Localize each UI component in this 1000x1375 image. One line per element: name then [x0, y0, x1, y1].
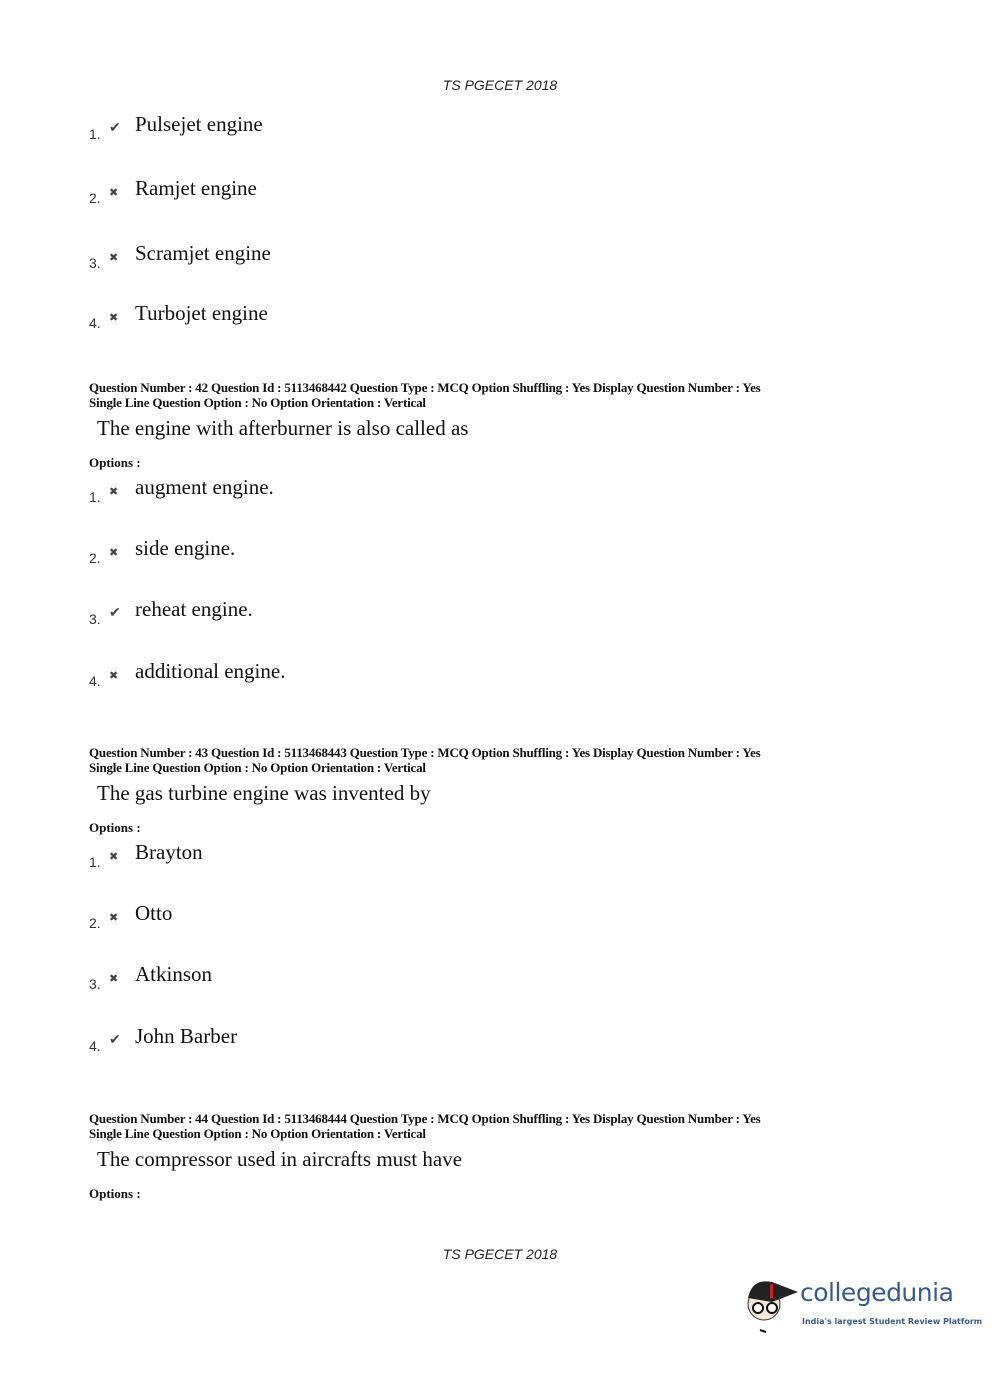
cross-icon: ✖	[109, 973, 119, 985]
question-meta-2: Single Line Question Option : No Option Orientation : Vertical	[89, 759, 426, 775]
option-number: 1.	[89, 126, 101, 142]
question-meta: Question Number : 43 Question Id : 5113468443 Question Type : MCQ Option Shuffling : Yes Display Question Number : Yes	[89, 745, 761, 760]
cross-icon: ✖	[109, 312, 119, 324]
logo-tagline: India's largest Student Review Platform	[802, 1317, 983, 1326]
page-footer: TS PGECET 2018	[442, 1246, 558, 1262]
cross-icon: ✖	[109, 252, 119, 264]
option-number: 3.	[89, 611, 101, 627]
options-label: Options :	[89, 1186, 141, 1201]
option-number: 4.	[89, 1038, 101, 1054]
question-meta: Question Number : 44 Question Id : 5113468444 Question Type : MCQ Option Shuffling : Yes Display Question Number : Yes	[89, 1111, 761, 1126]
cross-icon: ✖	[109, 912, 119, 924]
option-number: 3.	[89, 976, 101, 992]
option-text: Ramjet engine	[135, 176, 257, 200]
cross-icon: ✖	[109, 547, 119, 559]
option-number: 3.	[89, 255, 101, 271]
page-header: TS PGECET 2018	[442, 77, 558, 93]
question-meta-2: Single Line Question Option : No Option Orientation : Vertical	[89, 394, 426, 410]
option-text: Scramjet engine	[135, 241, 271, 265]
option-number: 4.	[89, 315, 101, 331]
option-text: Atkinson	[135, 962, 213, 986]
question-meta: Question Number : 42 Question Id : 5113468442 Question Type : MCQ Option Shuffling : Yes Display Question Number : Yes	[89, 380, 761, 395]
option-text: side engine.	[135, 536, 236, 560]
question-text: The compressor used in aircrafts must have	[97, 1147, 463, 1171]
question-text: The engine with afterburner is also called as	[97, 416, 469, 440]
check-icon: ✔	[109, 1033, 121, 1048]
check-icon: ✔	[109, 121, 121, 136]
option-text: augment engine.	[135, 475, 274, 499]
logo-name: collegedunia	[800, 1278, 954, 1307]
check-icon: ✔	[109, 606, 121, 621]
option-text: John Barber	[135, 1024, 238, 1048]
question-text: The gas turbine engine was invented by	[97, 781, 431, 805]
cross-icon: ✖	[109, 851, 119, 863]
option-text: Brayton	[135, 840, 203, 864]
mascot-icon	[742, 1270, 802, 1340]
option-number: 1.	[89, 854, 101, 870]
option-text: Pulsejet engine	[135, 112, 263, 136]
option-number: 1.	[89, 489, 101, 505]
option-text: reheat engine.	[135, 597, 253, 621]
cross-icon: ✖	[109, 187, 119, 199]
option-text: Otto	[135, 901, 173, 925]
options-label: Options :	[89, 455, 141, 470]
options-label: Options :	[89, 820, 141, 835]
option-number: 2.	[89, 550, 101, 566]
cross-icon: ✖	[109, 486, 119, 498]
option-number: 2.	[89, 190, 101, 206]
option-number: 4.	[89, 673, 101, 689]
option-text: additional engine.	[135, 659, 286, 683]
option-number: 2.	[89, 915, 101, 931]
option-text: Turbojet engine	[135, 301, 268, 325]
collegedunia-logo	[742, 1270, 983, 1340]
cross-icon: ✖	[109, 670, 119, 682]
question-meta-2: Single Line Question Option : No Option Orientation : Vertical	[89, 1125, 426, 1141]
